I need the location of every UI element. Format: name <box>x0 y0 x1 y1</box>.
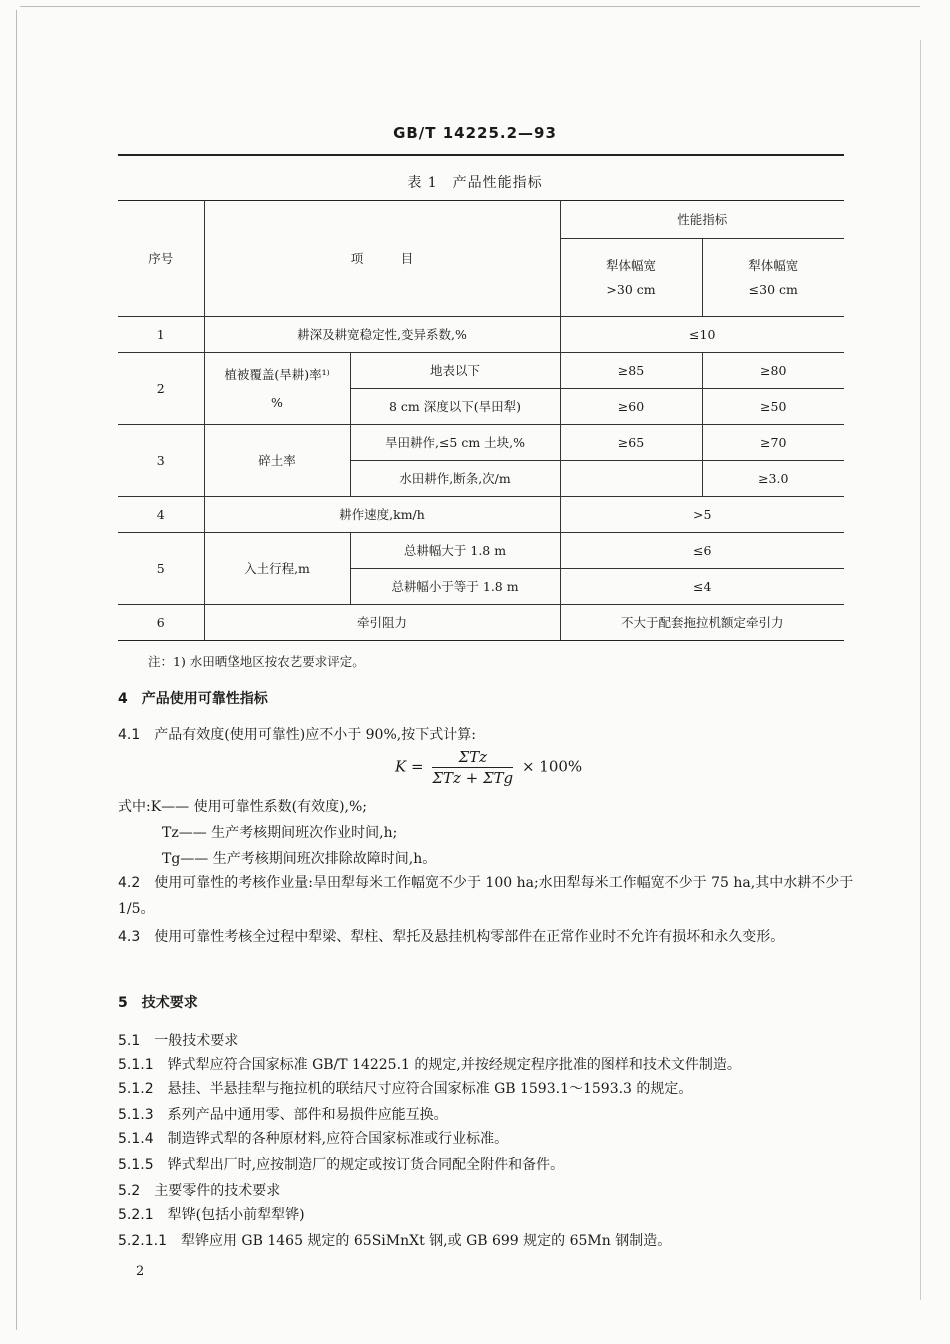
row3-group: 碎土率 <box>204 425 350 497</box>
row1-value: ≤10 <box>560 317 844 353</box>
formula-fraction <box>432 748 513 787</box>
row3-sub1: 旱田耕作,≤5 cm 土块,% <box>350 425 560 461</box>
clause-5-2-1 <box>118 1204 305 1224</box>
section-5-title: 5 技术要求 <box>118 995 198 1011</box>
header-rule <box>118 154 844 156</box>
row5-no: 5 <box>118 533 204 605</box>
table-caption: 表 1 产品性能指标 <box>407 175 543 191</box>
clause-text: 铧式犁出厂时,应按制造厂的规定或按订货合同配全附件和备件。 <box>167 1157 565 1173</box>
clause-5-1-2 <box>118 1078 692 1098</box>
scan-border-top <box>20 6 920 7</box>
col-header-item: 项 目 <box>204 201 560 317</box>
clause-4-3-number: 4.3 <box>118 929 141 945</box>
row3-sub2-narrow: ≥3.0 <box>702 461 844 497</box>
clause-text: 悬挂、半悬挂犁与拖拉机的联结尺寸应符合国家标准 GB 1593.1～1593.3 的规定。 <box>167 1081 693 1097</box>
clause-5-1-4 <box>118 1128 508 1148</box>
row3-sub2: 水田耕作,断条,次/m <box>350 461 560 497</box>
formula-lhs: K = <box>395 757 424 776</box>
clause-4-2-text: 使用可靠性的考核作业量:旱田犁每米工作幅宽不少于 100 ha;水田犁每米工作幅宽不少于 75 ha,其中水耕不少于 1/5。 <box>118 875 854 917</box>
clause-number: 5.1.5 <box>118 1157 154 1173</box>
clause-text: 主要零件的技术要求 <box>154 1183 281 1199</box>
clause-text: 一般技术要求 <box>154 1033 239 1049</box>
row2-sub2: 8 cm 深度以下(旱田犁) <box>350 389 560 425</box>
row3-no: 3 <box>118 425 204 497</box>
clause-number: 5.2.1 <box>118 1207 154 1223</box>
performance-table <box>118 200 844 641</box>
availability-formula <box>395 748 582 787</box>
formula-numerator: ΣTz <box>432 748 513 768</box>
clause-5-1-3 <box>118 1104 448 1124</box>
row5-sub2: 总耕幅小于等于 1.8 m <box>350 569 560 605</box>
clause-text: 铧式犁应符合国家标准 GB/T 14225.1 的规定,并按经规定程序批准的图样和技术文件制造。 <box>167 1057 741 1073</box>
row5-sub1: 总耕幅大于 1.8 m <box>350 533 560 569</box>
clause-text: 犁铧应用 GB 1465 规定的 65SiMnXt 钢,或 GB 699 规定的 65Mn 钢制造。 <box>180 1233 672 1249</box>
row2-group: 植被覆盖(旱耕)率¹⁾ % <box>204 353 350 425</box>
clause-number: 5.1.1 <box>118 1057 154 1073</box>
section-4-title: 4 产品使用可靠性指标 <box>118 691 268 707</box>
clause-4-1-text: 产品有效度(使用可靠性)应不小于 90%,按下式计算: <box>154 727 476 743</box>
clause-text: 制造铧式犁的各种原材料,应符合国家标准或行业标准。 <box>167 1131 509 1147</box>
formula-tail: × 100% <box>521 757 583 776</box>
clause-4-1 <box>118 724 476 744</box>
row3-sub2-wide <box>560 461 702 497</box>
row5-sub1-value: ≤6 <box>560 533 844 569</box>
row2-sub1-wide: ≥85 <box>560 353 702 389</box>
where-tz: Tz—— 生产考核期间班次作业时间,h; <box>162 825 398 841</box>
row2-no: 2 <box>118 353 204 425</box>
standard-number: GB/T 14225.2—93 <box>393 124 557 142</box>
col-header-perf: 性能指标 <box>560 201 844 239</box>
clause-5-1 <box>118 1030 238 1050</box>
col-header-narrow: 犁体幅宽 ≤30 cm <box>702 239 844 317</box>
where-k: 式中:K—— 使用可靠性系数(有效度),%; <box>118 799 368 815</box>
clause-4-2 <box>118 870 858 922</box>
scan-border-left <box>16 10 17 1330</box>
clause-number: 5.1.3 <box>118 1107 154 1123</box>
clause-text: 犁铧(包括小前犁犁铧) <box>167 1207 305 1223</box>
clause-number: 5.2.1.1 <box>118 1233 167 1249</box>
row6-value: 不大于配套拖拉机额定牵引力 <box>560 605 844 641</box>
clause-4-1-number: 4.1 <box>118 727 141 743</box>
row5-group: 入土行程,m <box>204 533 350 605</box>
row4-item: 耕作速度,km/h <box>204 497 560 533</box>
clause-4-3-text: 使用可靠性考核全过程中犁梁、犁柱、犁托及悬挂机构零部件在正常作业时不允许有损坏和永久变形。 <box>154 929 785 945</box>
clause-4-2-number: 4.2 <box>118 875 141 891</box>
clause-number: 5.2 <box>118 1183 141 1199</box>
table-note: 注：1) 水田晒垡地区按农艺要求评定。 <box>148 654 365 669</box>
row2-sub1: 地表以下 <box>350 353 560 389</box>
page-number: 2 <box>136 1264 145 1279</box>
clause-5-2 <box>118 1180 280 1200</box>
row2-sub2-narrow: ≥50 <box>702 389 844 425</box>
row2-sub2-wide: ≥60 <box>560 389 702 425</box>
clause-5-1-1 <box>118 1054 741 1074</box>
row6-no: 6 <box>118 605 204 641</box>
clause-number: 5.1.2 <box>118 1081 154 1097</box>
row5-sub2-value: ≤4 <box>560 569 844 605</box>
formula-denominator: ΣTz + ΣTg <box>432 769 514 787</box>
row1-no: 1 <box>118 317 204 353</box>
row4-no: 4 <box>118 497 204 533</box>
row4-value: >5 <box>560 497 844 533</box>
row1-item: 耕深及耕宽稳定性,变异系数,% <box>204 317 560 353</box>
clause-text: 系列产品中通用零、部件和易损件应能互换。 <box>167 1107 448 1123</box>
scan-border-right <box>920 40 921 1300</box>
row3-sub1-wide: ≥65 <box>560 425 702 461</box>
where-tg: Tg—— 生产考核期间班次排除故障时间,h。 <box>162 851 437 867</box>
row6-item: 牵引阻力 <box>204 605 560 641</box>
clause-number: 5.1.4 <box>118 1131 154 1147</box>
clause-5-2-1-1 <box>118 1230 671 1250</box>
clause-4-3 <box>118 924 858 950</box>
row3-sub1-narrow: ≥70 <box>702 425 844 461</box>
row2-sub1-narrow: ≥80 <box>702 353 844 389</box>
col-header-wide: 犁体幅宽 >30 cm <box>560 239 702 317</box>
clause-number: 5.1 <box>118 1033 141 1049</box>
clause-5-1-5 <box>118 1154 564 1174</box>
col-header-no: 序号 <box>118 201 204 317</box>
